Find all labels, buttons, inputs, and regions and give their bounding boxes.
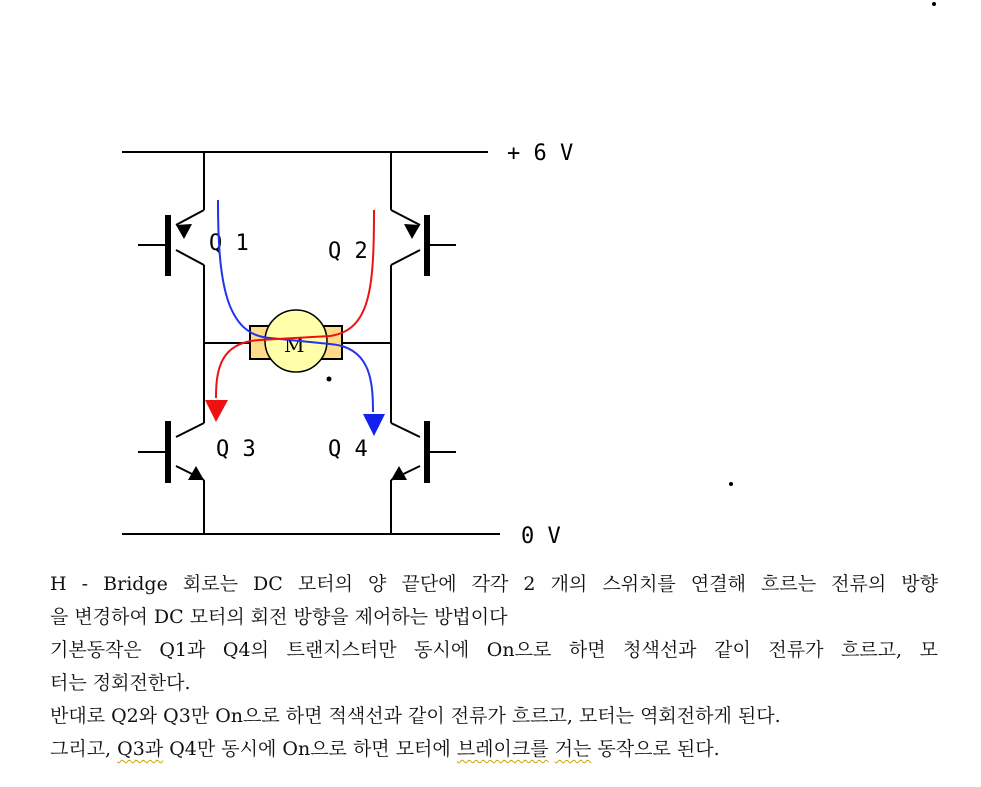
junction-dot: [327, 377, 332, 382]
motor-label: M: [284, 333, 305, 357]
description-line-4: 터는 정회전한다.: [50, 672, 191, 694]
transistor-q3: [138, 421, 256, 483]
line6-part-g: 동작으로 된다.: [591, 738, 720, 760]
line6-part-c: Q4만 동시에 On으로 하면 모터에: [163, 738, 457, 760]
transistor-q2-label: Q 2: [328, 239, 368, 264]
ground-voltage-label: 0 V: [521, 524, 561, 549]
transistor-q1-label: Q 1: [209, 231, 249, 256]
transistor-q4: [328, 421, 456, 483]
spellcheck-underline-q3: Q3과: [117, 738, 164, 760]
transistor-q1: [138, 215, 249, 276]
description-line-5: 반대로 Q2와 Q3만 On으로 하면 적색선과 같이 전류가 흐르고, 모터는 역회전하게 된다.: [50, 705, 781, 727]
reverse-current-arrowhead: [205, 400, 228, 422]
description-line-6: [50, 733, 938, 766]
forward-current-arrowhead: [363, 414, 385, 436]
spellcheck-underline-brake: 브레이크를: [456, 738, 549, 760]
description-line-1: H - Bridge 회로는 DC 모터의 양 끝단에 각각 2 개의 스위치를 연결해 흐르는 전류의 방향: [50, 573, 938, 595]
left-branch-wires: [176, 152, 250, 534]
description-line-3: 기본동작은 Q1과 Q4의 트랜지스터만 동시에 On으로 하면 청색선과 같이 전류가 흐르고, 모: [50, 639, 938, 661]
spellcheck-underline-apply: 거는: [554, 738, 592, 760]
description-line-2: 을 변경하여 DC 모터의 회전 방향을 제어하는 방법이다: [50, 606, 508, 628]
transistor-q3-label: Q 3: [216, 437, 256, 462]
line6-part-a: 그리고,: [50, 738, 118, 760]
supply-voltage-label: + 6 V: [507, 141, 574, 166]
description-text: [50, 568, 938, 766]
right-branch-wires: [342, 152, 420, 534]
transistor-q4-label: Q 4: [328, 437, 368, 462]
